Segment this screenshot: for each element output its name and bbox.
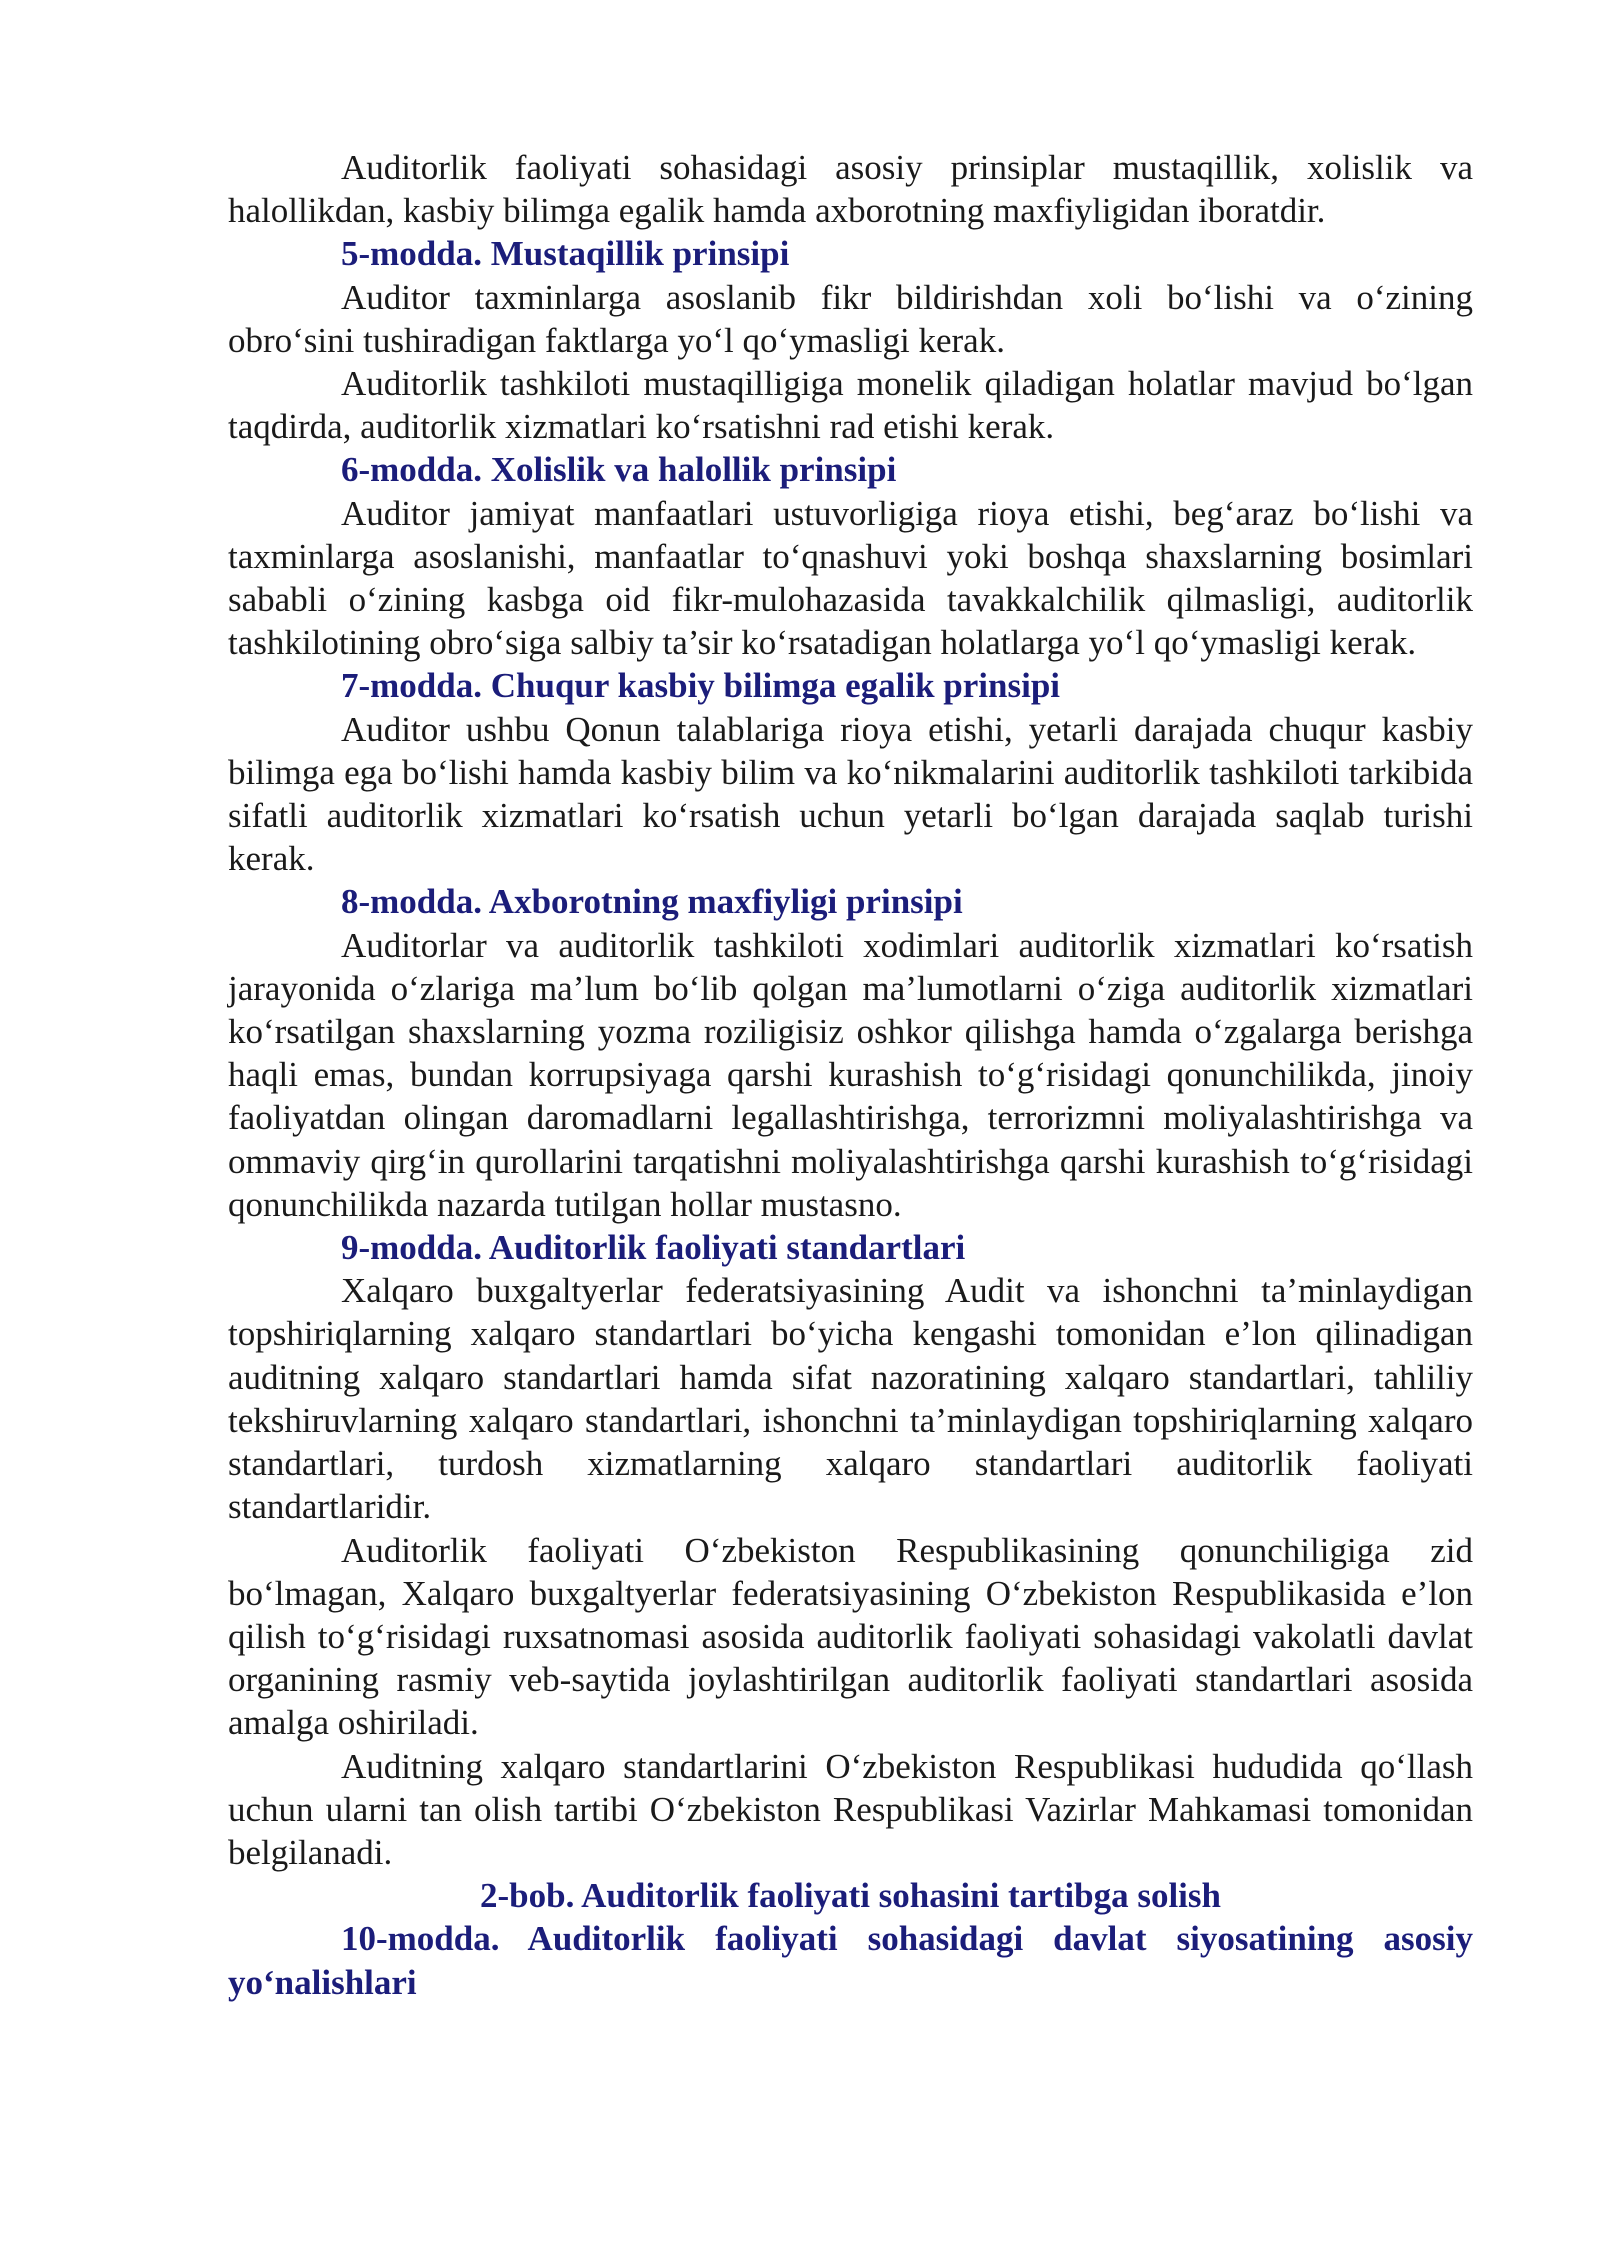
article-6-heading: 6-modda. Xolislik va halollik prinsipi [341,450,897,490]
paragraph-principles-intro: Auditorlik faoliyati sohasidagi asosiy prinsiplar mustaqillik, xolislik va halollikdan, kasbiy bilimga egalik hamda axborotning maxfiyligidan iboratdir. [228,148,1473,231]
article-7-paragraph: Auditor ushbu Qonun talablariga rioya etishi, yetarli darajada chuqur kasbiy bilimga ega bo‘lishi hamda kasbiy bilim va ko‘nikmalarini auditorlik tashkiloti tarkibida sifatli auditorlik xizmatlari ko‘rsatish uchun yetarli bo‘lgan darajada saqlab turishi kerak. [228,709,1473,879]
article-5-heading: 5-modda. Mustaqillik prinsipi [341,234,790,274]
article-8-heading: 8-modda. Axborotning maxfiyligi prinsipi [341,882,963,922]
article-9-paragraph-1: Xalqaro buxgaltyerlar federatsiyasining Audit va ishonchni ta’minlaydigan topshiriqlarning xalqaro standartlari bo‘yicha kengashi tomonidan e’lon qilinadigan auditning xalqaro standartlari hamda sifat nazoratining xalqaro standartlari, tahliliy tekshiruvlarning xalqaro standartlari, ishonchni ta’minlaydigan topshiriqlarning xalqaro standartlari, turdosh xizmatlarning xalqaro standartlari auditorlik faoliyati standartlaridir. [228,1271,1473,1527]
article-9-paragraph-2: Auditorlik faoliyati O‘zbekiston Respublikasining qonunchiligiga zid bo‘lmagan, Xalqaro buxgaltyerlar federatsiyasining O‘zbekiston Respublikasida e’lon qilish to‘g‘risidagi ruxsatnomasi asosida auditorlik faoliyati sohasidagi vakolatli davlat organining rasmiy veb-saytida joylashtirilgan auditorlik faoliyati standartlari asosida amalga oshiriladi. [228,1530,1473,1743]
document-page [228,146,1473,2004]
article-9-paragraph-3: Auditning xalqaro standartlarini O‘zbekiston Respublikasi hududida qo‘llash uchun ularni tan olish tartibi O‘zbekiston Respublikasi Vazirlar Mahkamasi tomonidan belgilanadi. [228,1746,1473,1872]
article-10-heading: 10-modda. Auditorlik faoliyati sohasidagi davlat siyosatining asosiy yo‘nalishlari [228,1919,1473,2002]
article-7-heading: 7-modda. Chuqur kasbiy bilimga egalik prinsipi [341,666,1061,706]
article-5-paragraph-2: Auditorlik tashkiloti mustaqilligiga monelik qiladigan holatlar mavjud bo‘lgan taqdirda, auditorlik xizmatlari ko‘rsatishni rad etishi kerak. [228,364,1473,447]
chapter-2-heading: 2-bob. Auditorlik faoliyati sohasini tartibga solish [480,1876,1221,1916]
article-6-paragraph: Auditor jamiyat manfaatlari ustuvorligiga rioya etishi, beg‘araz bo‘lishi va taxminlarga asoslanishi, manfaatlar to‘qnashuvi yoki boshqa shaxslarning bosimlari sababli o‘zining kasbga oid fikr-mulohazasida tavakkalchilik qilmasligi, auditorlik tashkilotining obro‘siga salbiy ta’sir ko‘rsatadigan holatlarga yo‘l qo‘ymasligi kerak. [228,493,1473,663]
article-8-paragraph: Auditorlar va auditorlik tashkiloti xodimlari auditorlik xizmatlari ko‘rsatish jarayonida o‘zlariga ma’lum bo‘lib qolgan ma’lumotlarni o‘ziga auditorlik xizmatlari ko‘rsatilgan shaxslarning yozma roziligisiz oshkor qilishga hamda o‘zgalarga berishga haqli emas, bundan korrupsiyaga qarshi kurashish to‘g‘risidagi qonunchilikda, jinoiy faoliyatdan olingan daromadlarni legallashtirishga, terrorizmni moliyalashtirishga va ommaviy qirg‘in qurollarini tarqatishni moliyalashtirishga qarshi kurashish to‘g‘risidagi qonunchilikda nazarda tutilgan hollar mustasno. [228,925,1473,1224]
article-5-paragraph-1: Auditor taxminlarga asoslanib fikr bildirishdan xoli bo‘lishi va o‘zining obro‘sini tushiradigan faktlarga yo‘l qo‘ymasligi kerak. [228,277,1473,360]
article-9-heading: 9-modda. Auditorlik faoliyati standartlari [341,1228,966,1268]
